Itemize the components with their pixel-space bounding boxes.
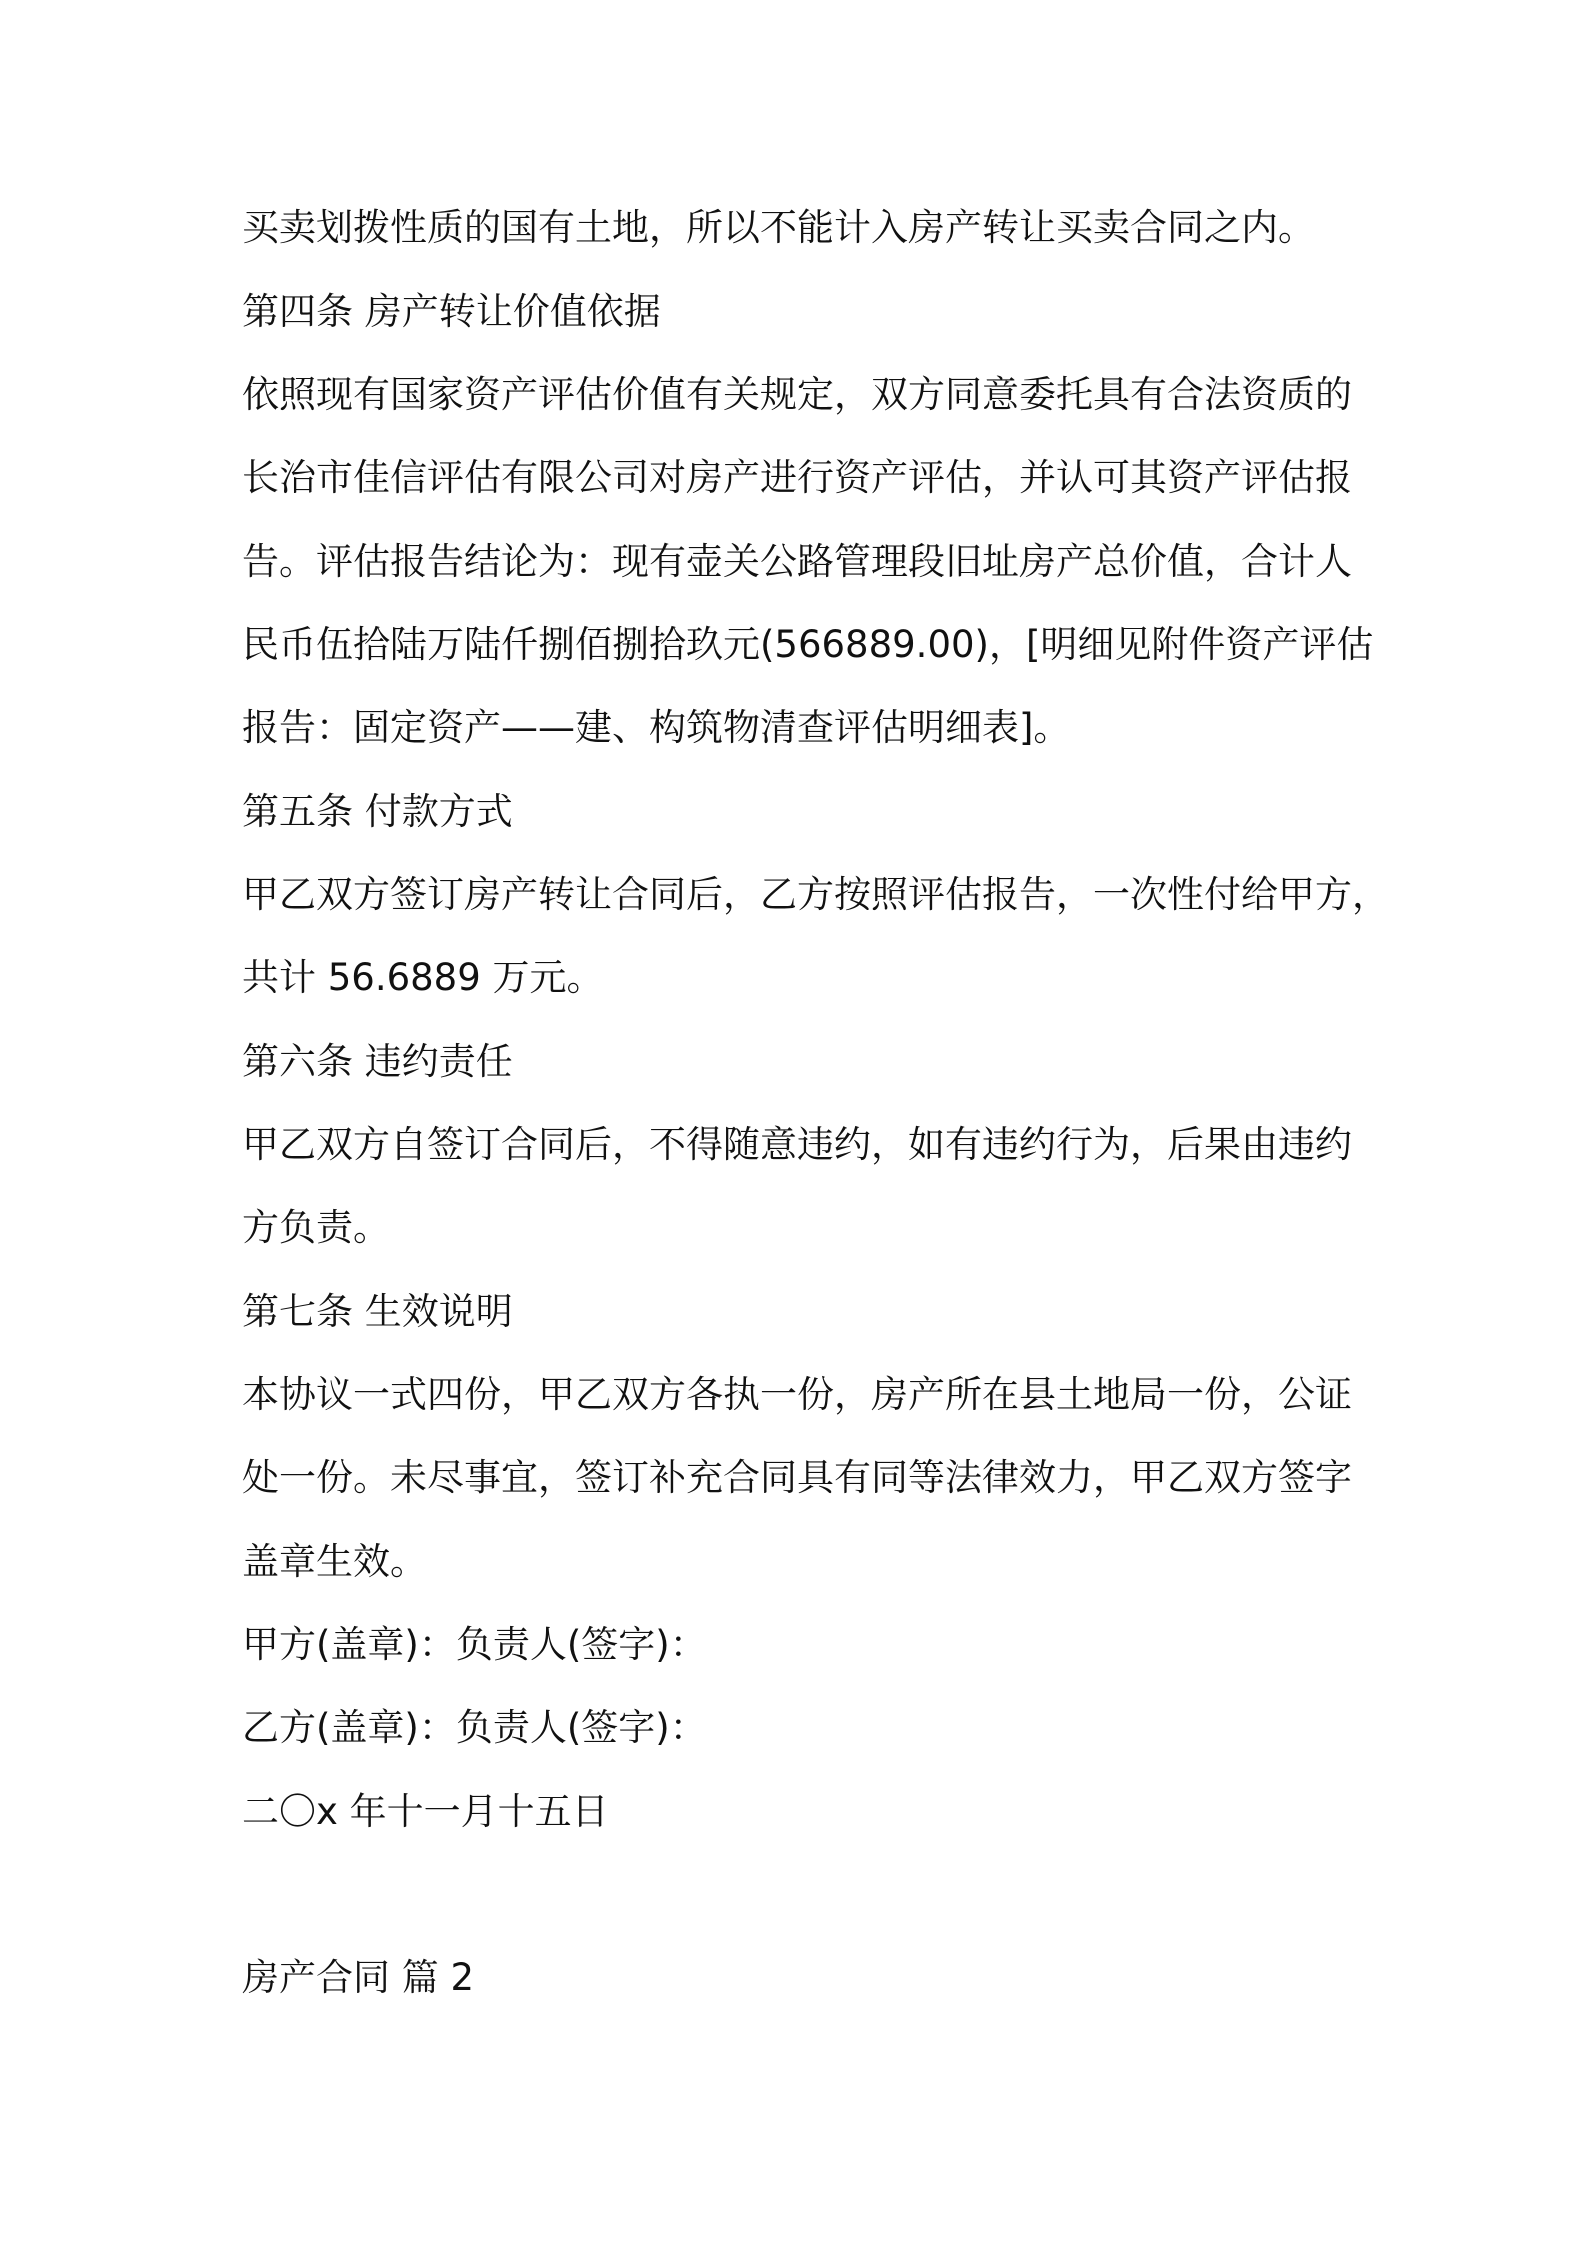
paragraph-line: 依照现有国家资产评估价值有关规定，双方同意委托具有合法资质的 xyxy=(242,373,1352,416)
article-7-heading: 第七条 生效说明 xyxy=(242,1290,513,1333)
paragraph-line: 报告：固定资产——建、构筑物清查评估明细表]。 xyxy=(242,706,1071,749)
paragraph-line: 甲乙双方自签订合同后，不得随意违约，如有违约行为，后果由违约 xyxy=(242,1123,1352,1166)
paragraph-line: 本协议一式四份，甲乙双方各执一份，房产所在县土地局一份，公证 xyxy=(242,1373,1352,1416)
article-6-heading: 第六条 违约责任 xyxy=(242,1040,513,1083)
article-5-heading: 第五条 付款方式 xyxy=(242,790,513,833)
date-line: 二〇x 年十一月十五日 xyxy=(242,1790,609,1833)
paragraph-line: 处一份。未尽事宜，签订补充合同具有同等法律效力，甲乙双方签字 xyxy=(242,1456,1352,1499)
paragraph-line: 民币伍拾陆万陆仟捌佰捌拾玖元(566889.00)，[明细见附件资产评估 xyxy=(242,623,1374,666)
paragraph-line: 盖章生效。 xyxy=(242,1540,427,1583)
party-a-signature-line: 甲方(盖章)：负责人(签字)： xyxy=(242,1623,707,1666)
section-title: 房产合同 篇 2 xyxy=(242,1956,475,1999)
paragraph-line: 长治市佳信评估有限公司对房产进行资产评估，并认可其资产评估报 xyxy=(242,456,1352,499)
article-4-heading: 第四条 房产转让价值依据 xyxy=(242,290,661,333)
paragraph-line: 方负责。 xyxy=(242,1206,390,1249)
paragraph-line: 买卖划拨性质的国有土地，所以不能计入房产转让买卖合同之内。 xyxy=(242,206,1315,249)
paragraph-line: 共计 56.6889 万元。 xyxy=(242,956,604,999)
party-b-signature-line: 乙方(盖章)：负责人(签字)： xyxy=(242,1706,707,1749)
paragraph-line: 告。评估报告结论为：现有壶关公路管理段旧址房产总价值，合计人 xyxy=(242,540,1352,583)
paragraph-line: 甲乙双方签订房产转让合同后，乙方按照评估报告，一次性付给甲方， xyxy=(242,873,1389,916)
